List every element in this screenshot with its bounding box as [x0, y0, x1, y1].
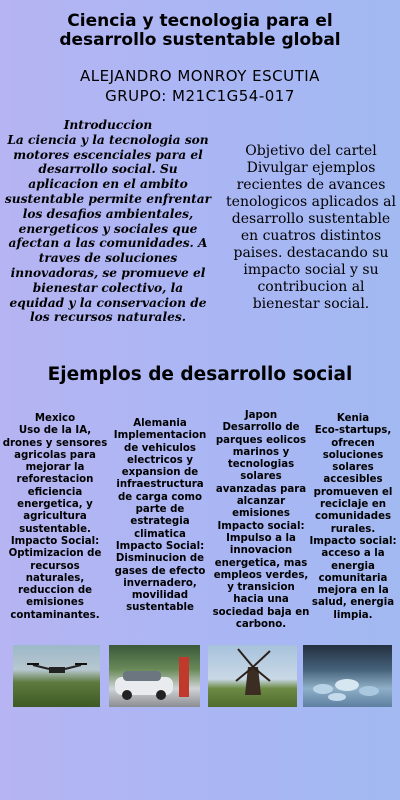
title-line-2: desarrollo sustentable global	[59, 30, 341, 50]
poster-title	[10, 12, 390, 50]
example-mexico: Mexico Uso de la IA, drones y sensores agricolas para mejorar la reforestacion eficiencia energetica, y agricultura sustentable. Impacto Social: Optimizacion de recursos naturales, reduccion de emisiones contaminantes.	[2, 413, 108, 621]
intro-heading: Introduccion	[63, 118, 153, 132]
section-title: Ejemplos de desarrollo social	[47, 364, 353, 385]
group-id: GRUPO: M21C1G54-017	[105, 87, 295, 105]
title-line-1: Ciencia y tecnologia para el	[67, 11, 333, 31]
author-name: ALEJANDRO MONROY ESCUTIA	[80, 67, 320, 85]
objective-block: Objetivo del cartel Divulgar ejemplos recientes de avances tenologicos aplicados al desarrollo sustentable en cuatros distintos paises. destacando su impacto social y su contribucion al bienestar social.	[226, 143, 396, 312]
author-block	[10, 66, 390, 106]
recycling-bottles-image	[303, 645, 392, 707]
windmill-image	[208, 645, 297, 707]
example-alemania: Alemania Implementacion de vehiculos electricos y expansion de infraestructura de carga como parte de estrategia climatica Impacto Social: Disminucion de gases de efecto invernadero, movilidad sustentable	[113, 418, 207, 614]
example-japon: Japon Desarrollo de parques eolicos marinos y tecnologias solares avanzadas para alcanzar emisiones Impacto social: Impulso a la innovacion energetica, mas empleos verdes, y transicion hacia una sociedad baja en carbono.	[212, 410, 310, 631]
example-kenia: Kenia Eco-startups, ofrecen soluciones solares accesibles promueven el reciclaje en comunidades rurales. Impacto social: acceso a la energia comunitaria mejora en la salud, energia limpia.	[309, 413, 397, 621]
intro-body: La ciencia y la tecnologia son motores escenciales para el desarrollo social. Su aplicacion en el ambito sustentable permite enfrentar los desafios ambientales, energeticos y sociales que afectan a las comunidades. A traves de soluciones innovadoras, se promueve el bienestar colectivo, la equidad y la conservacion de los recursos naturales.	[4, 132, 212, 325]
electric-car-charging-image	[109, 645, 200, 707]
introduction-block	[4, 118, 212, 325]
drone-field-image	[13, 645, 100, 707]
